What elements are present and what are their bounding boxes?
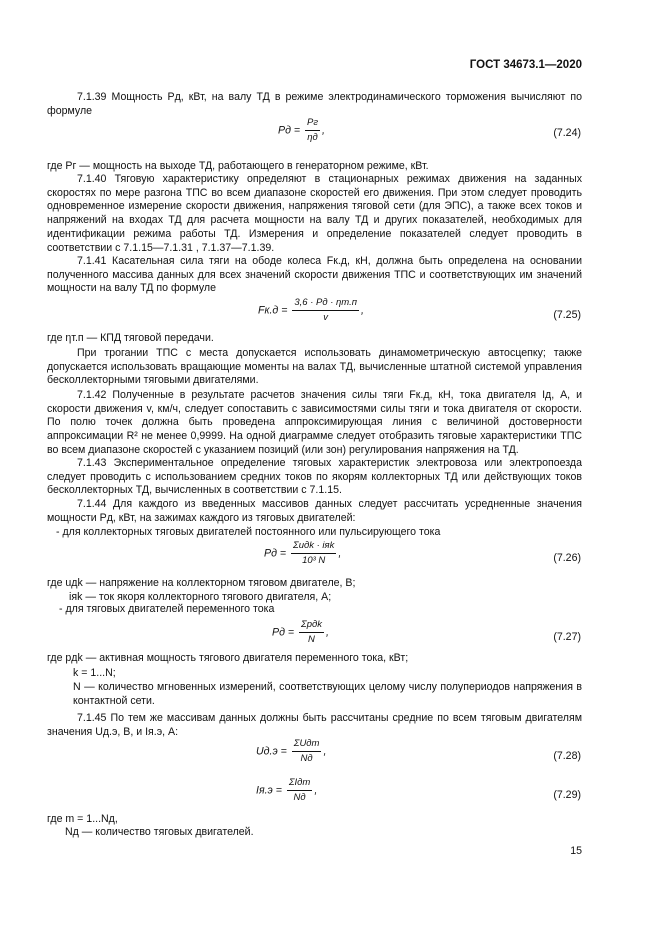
equation-7-26: Pд = $\frac{\text{Σuдk · iяk}}{\text{10³ N}}$ ,	[264, 540, 342, 566]
equation-7-24: Pд = $\frac{Pг}{\eta д}$ ,	[278, 117, 325, 143]
where-7-27-p: где pдk — активная мощность тягового двигателя переменного тока, кВт;	[47, 652, 409, 664]
page-number: 15	[570, 845, 582, 857]
where-7-27-n: N — количество мгновенных измерений, соответствующих целому числу полупериодов напряжения в контактной сети.	[73, 681, 582, 707]
where-7-27-k: k = 1...N;	[73, 667, 116, 679]
where-7-26-i: iяk — ток якоря коллекторного тягового двигателя, А;	[69, 591, 332, 603]
standard-designation: ГОСТ 34673.1—2020	[469, 59, 582, 71]
paragraph-7-1-43: 7.1.43 Экспериментальное определение тяговых характеристик электровоза или электропоезда следует проводить с использованием средних токов по якорям коллекторных ТД или действующих токов бесколлекторных ТД, вычисленных в соответствии с 7.1.15.	[47, 457, 582, 497]
equation-number-7-28: (7.28)	[553, 750, 581, 762]
where-7-25: где ηт.п — КПД тяговой передачи.	[47, 332, 214, 344]
where-7-29-m: где m = 1...Nд,	[47, 813, 118, 825]
equation-number-7-29: (7.29)	[553, 789, 581, 801]
equation-7-25: Fк.д = $\frac{3,6 \cdot Pд \cdot \eta т.п}{v}$ ,	[258, 297, 364, 323]
equation-7-27: Pд = $\frac{\text{Σpдk}}{N}$ ,	[272, 619, 329, 645]
equation-7-28: Uд.э = $\frac{\text{ΣUдm}}{Nд}$ ,	[256, 738, 327, 764]
equation-7-29: Iя.э = $\frac{\text{ΣIдm}}{Nд}$ ,	[256, 777, 318, 803]
paragraph-7-1-45: 7.1.45 По тем же массивам данных должны быть рассчитаны средние по всем тяговым двигателям значения Uд.э, В, и Iя.э, А:	[47, 712, 582, 738]
equation-number-7-27: (7.27)	[553, 631, 581, 643]
paragraph-7-1-41: 7.1.41 Касательная сила тяги на ободе колеса Fк.д, кН, должна быть определена на основании полученного массива данных для всех значений скорости движения ТПС и соответствующих им значений мощности на валу ТД по формуле	[47, 255, 582, 295]
equation-number-7-24: (7.24)	[553, 127, 581, 139]
list-item-ac: - для тяговых двигателей переменного тока	[59, 603, 275, 615]
where-7-29-n: Nд — количество тяговых двигателей.	[65, 826, 254, 838]
paragraph-7-1-44: 7.1.44 Для каждого из введенных массивов данных следует рассчитать усредненные значения мощности Pд, кВт, на зажимах каждого из тяговых двигателей:	[47, 498, 582, 524]
where-7-26-u: где uдk — напряжение на коллекторном тяговом двигателе, В;	[47, 577, 356, 589]
paragraph-7-1-40: 7.1.40 Тяговую характеристику определяют в стационарных режимах движения на заданных скоростях по мере разгона ТПС во всем диапазоне скоростей его движения. При этом следует проводить одновременное измерение скорости движения, напряжения тяговой сети (для ЭПС), а также всех токов и напряжений на входах ТД для расчета мощности на валу ТД и других показателей, необходимых для идентификации режима работы ТД. Измерения и определение показателей следует проводить в соответствии с 7.1.15—7.1.31 , 7.1.37—7.1.39.	[47, 173, 582, 254]
paragraph-trogany: При трогании ТПС с места допускается использовать динамометрическую автосцепку; также допускается использовать вращающие моменты на валах ТД, вычисленные штатной системой управления бесколлекторными тяговыми двигателями.	[47, 347, 582, 387]
paragraph-7-1-39: 7.1.39 Мощность Pд, кВт, на валу ТД в режиме электродинамического торможения вычисляют по формуле	[47, 91, 582, 117]
equation-number-7-25: (7.25)	[553, 309, 581, 321]
list-item-collector: - для коллекторных тяговых двигателей постоянного или пульсирующего тока	[56, 526, 441, 538]
equation-number-7-26: (7.26)	[553, 552, 581, 564]
where-7-24: где Pг — мощность на выходе ТД, работающего в генераторном режиме, кВт.	[47, 160, 429, 172]
paragraph-7-1-42: 7.1.42 Полученные в результате расчетов значения силы тяги Fк.д, кН, тока двигателя Iд, А, и скорости движения v, км/ч, следует сопоставить с зависимостями силы тяги и тока двигателя от скорости. По полю точек должна быть проведена аппроксимирующая линия с величиной достоверности аппроксимации R² не менее 0,9999. На одной диаграмме следует отобразить тяговые характеристики ТПС во всем диапазоне скоростей с указанием позиций (или зон) регулирования напряжения на ТД.	[47, 389, 582, 456]
